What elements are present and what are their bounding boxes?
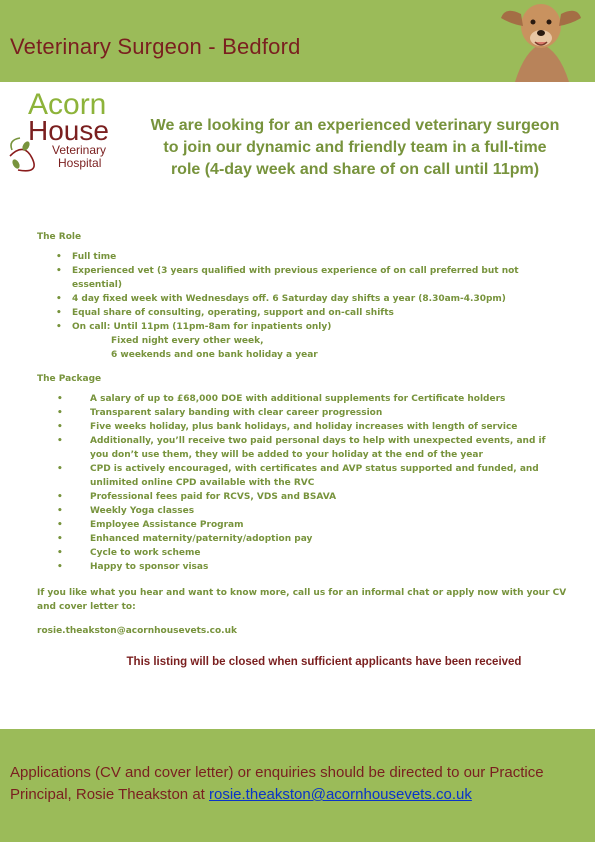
footer-email-link[interactable]: rosie.theakston@acornhousevets.co.uk (209, 786, 472, 803)
role-title: The Role (37, 232, 82, 242)
package-item: • Happy to sponsor visas (37, 560, 567, 574)
package-title: The Package (37, 374, 102, 384)
package-item: • Enhanced maternity/paternity/adoption pay (37, 532, 567, 546)
package-item: • Transparent salary banding with clear career progression (37, 406, 567, 420)
footer-bar (0, 729, 595, 842)
contact-email[interactable]: rosie.theakston@acornhousevets.co.uk (37, 626, 237, 636)
role-item: • 4 day fixed week with Wednesdays off. 6 Saturday day shifts a year (8.30am-4.30pm) (37, 292, 567, 306)
main-content (37, 230, 567, 638)
logo-graphic (6, 86, 136, 186)
intro-headline: We are looking for an experienced veterinary surgeon to join our dynamic and friendly team in a full-time role (4-day week and share of on call until 11pm) (150, 117, 560, 178)
logo-hospital-text: Hospital (58, 156, 102, 170)
package-item: • Additionally, you’ll receive two paid personal days to help with unexpected events, and if you don’t use them, they will be added to your holiday at the end of the year (37, 434, 567, 462)
contact-paragraph: If you like what you hear and want to know more, call us for an informal chat or apply now with your CV and cover letter to: (37, 588, 567, 612)
oncall-sub-line: Fixed night every other week, (111, 336, 264, 346)
header-bar (0, 0, 595, 82)
package-item: • Professional fees paid for RCVS, VDS and BSAVA (37, 490, 567, 504)
package-list (37, 392, 567, 574)
oncall-sub-line: 6 weekends and one bank holiday a year (111, 350, 318, 360)
logo-acorn-text: Acorn (28, 88, 107, 121)
package-item: • Employee Assistance Program (37, 518, 567, 532)
acorn-house-logo (6, 86, 136, 186)
footer-text (10, 762, 590, 806)
package-item: • A salary of up to £68,000 DOE with additional supplements for Certificate holders (37, 392, 567, 406)
role-list (37, 250, 567, 334)
logo-house-text: House (28, 115, 109, 146)
package-item: • Weekly Yoga classes (37, 504, 567, 518)
package-item: • Five weeks holiday, plus bank holidays, and holiday increases with length of service (37, 420, 567, 434)
package-item: • CPD is actively encouraged, with certificates and AVP status supported and funded, and unlimited online CPD available with the RVC (37, 462, 567, 490)
role-item: • On call: Until 11pm (11pm-8am for inpatients only) (37, 320, 567, 334)
role-item: • Full time (37, 250, 567, 264)
page-title: Veterinary Surgeon - Bedford (10, 34, 301, 59)
role-item: • Experienced vet (3 years qualified with previous experience of on call preferred but not essential) (37, 264, 567, 292)
closing-note: This listing will be closed when sufficient applicants have been received (126, 656, 522, 668)
package-item: • Cycle to work scheme (37, 546, 567, 560)
dog-photo-icon (495, 0, 587, 82)
role-item: • Equal share of consulting, operating, support and on-call shifts (37, 306, 567, 320)
logo-veterinary-text: Veterinary (52, 143, 107, 157)
footer-message: Applications (CV and cover letter) or enquiries should be directed to our Practice Principal, Rosie Theakston at (10, 764, 544, 803)
